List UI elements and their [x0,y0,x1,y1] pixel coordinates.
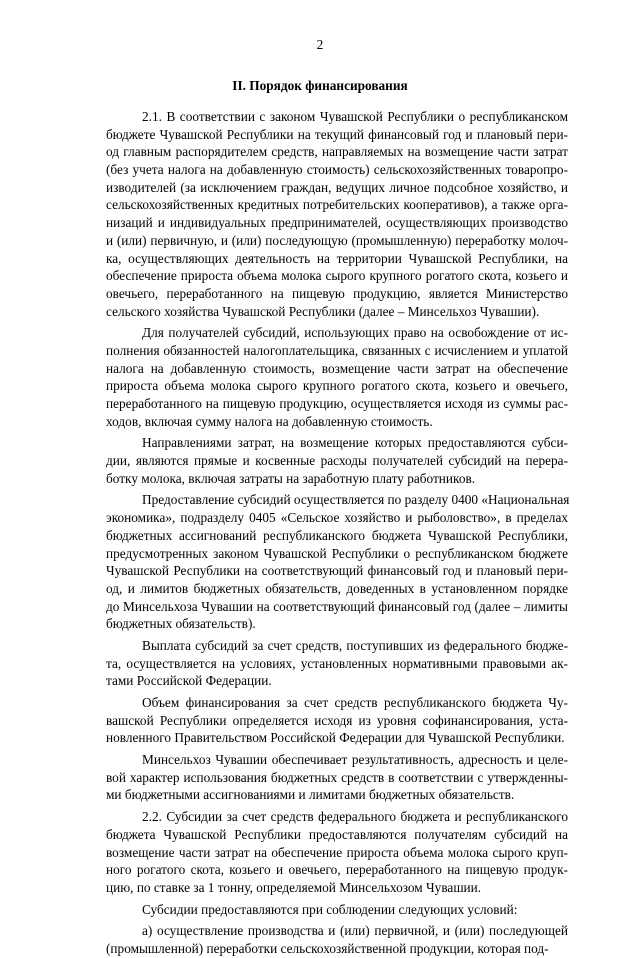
text-line: (промышленной) переработки сельскохозяйственной продукции, которая под- [106,940,549,956]
text-line: тами Российской Федерации. [106,673,272,689]
text-line: Чувашской Республики на соответствующий финансовый год и плановый пери- [106,563,568,579]
text-line: бюджете Чувашской Республики на текущий финансовый год и плановый пери- [106,126,568,142]
text-line: од главным распорядителем средств, направляемых на возмещение части затрат [106,144,568,160]
text-line: Для получателей субсидий, использующих право на освобождение от ис- [142,325,568,341]
section-heading: II. Порядок финансирования [232,78,408,93]
text-line: ного рогатого скота, козьего и овечьего, переработанного на пищевую продук- [106,862,568,878]
text-line: и (или) первичную, и (или) последующую (промышленную) переработку молоч- [106,232,568,248]
document-body [106,108,568,958]
paragraph [106,637,568,690]
text-line: бюджетных ассигнований республиканского бюджета Чувашской Республики, [106,527,568,543]
text-line: до Минсельхоза Чувашии на соответствующий финансовый год (далее – лимиты [106,598,568,614]
text-line: ми бюджетными ассигнованиями и лимитами бюджетных обязательств. [106,787,515,803]
text-line: цию, по ставке за 1 тонну, определяемой Минсельхозом Чувашии. [106,879,482,895]
text-line: ходов, включая сумму налога на добавленную стоимость. [106,413,433,429]
text-line: а) осуществление производства и (или) первичной, и (или) последующей [142,923,568,939]
text-line: 2.2. Субсидии за счет средств федерального бюджета и республиканского [142,809,568,825]
text-line: налога на добавленную стоимость, возмещение части затрат на обеспечение [106,360,568,376]
paragraph [106,808,568,896]
text-line: Объем финансирования за счет средств республиканского бюджета Чу- [142,695,568,710]
text-line: Направлениями затрат, на возмещение которых предоставляются субси- [142,435,568,451]
text-line: низаций и индивидуальных предпринимателей, осуществляющих производство [106,215,568,231]
text-line: од, и лимитов бюджетных обязательств, доведенных в установленном порядке [106,580,568,596]
paragraph [106,108,568,320]
text-line: новленного Правительством Российской Федерации для Чувашской Республики. [106,730,565,746]
text-line: 2.1. В соответствии с законом Чувашской Республики о республиканском [142,109,568,124]
text-line: экономика», подразделу 0405 «Сельское хозяйство и рыболовство», в пределах [106,510,568,526]
text-line: предусмотренных законом Чувашской Республики о республиканском бюджете [106,545,568,561]
paragraph [106,491,568,633]
text-line: вой характер использования бюджетных средств в соответствии с утвержденны- [106,769,568,785]
page-number: 2 [316,37,324,52]
paragraph [106,324,568,430]
text-line: изводителей (за исключением граждан, ведущих личное подсобное хозяйство, и [106,179,568,195]
paragraph [106,922,568,957]
text-line: обеспечение прироста объема молока сырого крупного рогатого скота, козьего и [106,268,568,284]
text-line: сельскохозяйственных кредитных потребительских кооперативов), а также орга- [106,197,568,213]
paragraph [106,901,568,919]
paragraph [106,694,568,747]
text-line: бюджета Чувашской Республики предоставляются получателям субсидий на [106,826,568,842]
text-line: переработанного на пищевую продукцию, осуществляется исходя из суммы рас- [106,396,568,411]
text-line: ботку молока, включая затраты на заработную плату работников. [106,470,476,486]
text-line: дии, являются прямые и косвенные расходы получателей субсидий на перера- [106,453,568,469]
text-line: бюджетных обязательств). [106,616,256,632]
text-line: ка, осуществляющих деятельность на территории Чувашской Республики, на [106,250,568,266]
text-line: возмещение части затрат на обеспечение прироста объема молока сырого круп- [106,844,568,860]
text-line: Выплата субсидий за счет средств, поступивших из федерального бюдже- [142,637,568,653]
text-line: Предоставление субсидий осуществляется по разделу 0400 «Национальная [142,492,570,508]
paragraph [106,434,568,487]
text-line: овечьего, переработанного на пищевую продукцию, является Министерство [106,285,568,301]
text-line: сельского хозяйства Чувашской Республики (далее – Минсельхоз Чувашии). [106,303,540,319]
text-line: прироста объема молока сырого крупного рогатого скота, козьего и овечьего, [106,378,568,394]
text-line: полнения обязанностей налогоплательщика, связанных с исчислением и уплатой [106,342,568,358]
text-line: Субсидии предоставляются при соблюдении следующих условий: [142,901,518,917]
text-line: Минсельхоз Чувашии обеспечивает результативность, адресность и целе- [142,752,568,768]
paragraph [106,751,568,804]
text-line: та, осуществляется на условиях, установленных нормативными правовыми ак- [106,655,568,671]
text-line: вашской Республики определяется исходя из уровня софинансирования, уста- [106,712,568,728]
text-line: (без учета налога на добавленную стоимость) сельскохозяйственных товаропро- [106,162,568,178]
